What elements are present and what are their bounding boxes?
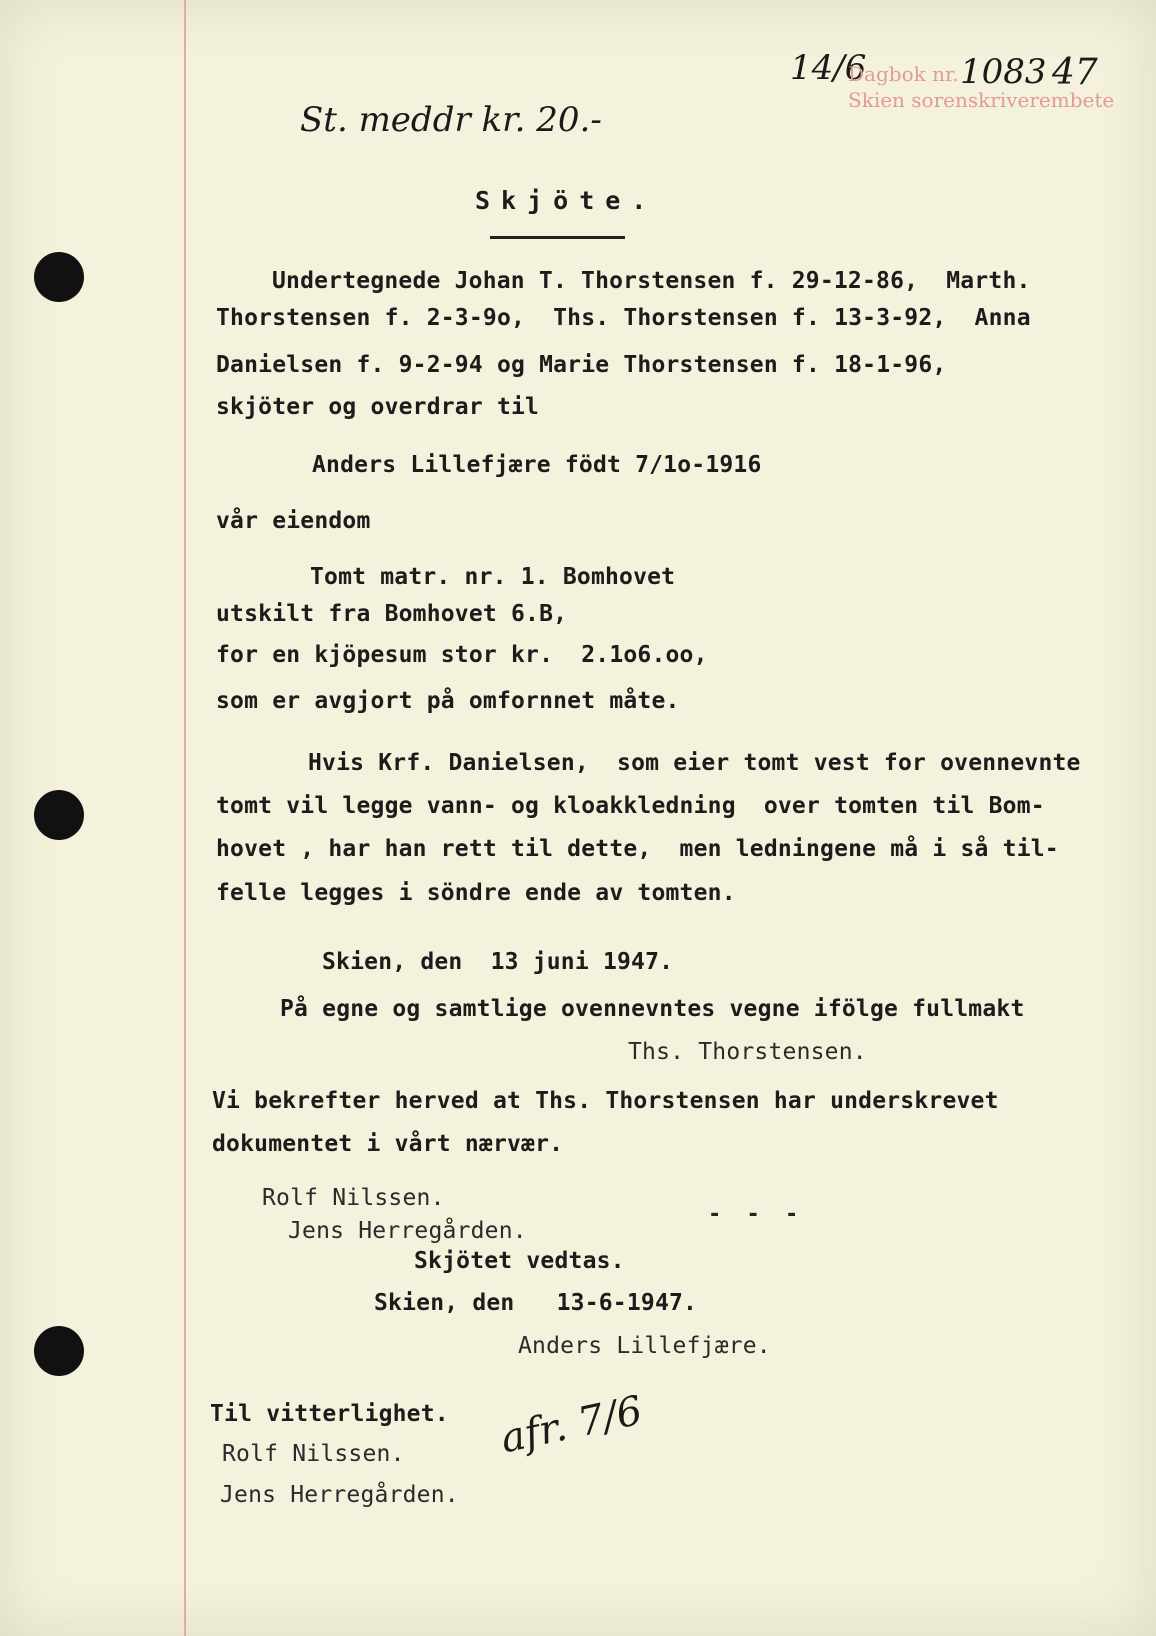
title-underline	[490, 236, 625, 239]
witness-name: Rolf Nilssen.	[222, 1441, 405, 1467]
handwritten-fee: St. meddr kr. 20.-	[300, 100, 602, 140]
handwritten-note: afr. 7/6	[496, 1387, 647, 1463]
stamp-office-name: Skien sorenskriverembete	[848, 88, 1115, 112]
accepted-line: Skjötet vedtas.	[414, 1248, 625, 1274]
property-intro: vår eiendom	[216, 508, 371, 534]
behalf-line: På egne og samtlige ovennevntes vegne ifölge fullmakt	[280, 996, 1025, 1022]
document-title: Skjöte.	[475, 186, 658, 215]
stamp-number: 1083	[960, 52, 1047, 92]
body-line: Thorstensen f. 2-3-9o, Ths. Thorstensen f. 13-3-92, Anna	[216, 305, 1031, 331]
confirm-line: dokumentet i vårt nærvær.	[212, 1131, 564, 1157]
signature-name: Ths. Thorstensen.	[628, 1039, 867, 1065]
punch-hole-top	[34, 252, 84, 302]
place-date: Skien, den 13-6-1947.	[374, 1290, 698, 1316]
price-line: for en kjöpesum stor kr. 2.1o6.oo,	[216, 642, 708, 668]
property-line: Tomt matr. nr. 1. Bomhovet	[310, 564, 676, 590]
confirm-line: Vi bekrefter herved at Ths. Thorstensen har underskrevet	[212, 1088, 999, 1114]
signature-name: Anders Lillefjære.	[518, 1333, 771, 1359]
property-line: utskilt fra Bomhovet 6.B,	[216, 601, 568, 627]
witness-name: Rolf Nilssen.	[262, 1185, 445, 1211]
witness-name: Jens Herregården.	[220, 1482, 459, 1508]
stamp-year: 47	[1052, 52, 1098, 93]
body-line: Danielsen f. 9-2-94 og Marie Thorstensen f. 18-1-96,	[216, 352, 947, 378]
body-line: tomt vil legge vann- og kloakkledning over tomten til Bom-	[216, 793, 1045, 819]
body-line: Undertegnede Johan T. Thorstensen f. 29-12-86, Marth.	[272, 268, 1031, 294]
body-line: Hvis Krf. Danielsen, som eier tomt vest for ovennevnte	[308, 750, 1081, 776]
witness-name: Jens Herregården.	[288, 1218, 527, 1244]
separator-dashes: - - -	[708, 1202, 805, 1227]
witness-heading: Til vitterlighet.	[210, 1401, 449, 1427]
body-line: skjöter og overdrar til	[216, 394, 540, 420]
body-line: felle legges i söndre ende av tomten.	[216, 880, 736, 906]
stamp-dagbok-label: Dagbok nr.	[848, 62, 959, 86]
price-line: som er avgjort på omfornnet måte.	[216, 688, 680, 714]
place-date: Skien, den 13 juni 1947.	[322, 949, 674, 975]
margin-line	[184, 0, 186, 1636]
buyer-line: Anders Lillefjære födt 7/1o-1916	[312, 452, 762, 478]
body-line: hovet , har han rett til dette, men ledningene må i så til-	[216, 836, 1059, 862]
punch-hole-middle	[34, 790, 84, 840]
punch-hole-bottom	[34, 1326, 84, 1376]
handwritten-date: 14/6	[790, 48, 867, 88]
